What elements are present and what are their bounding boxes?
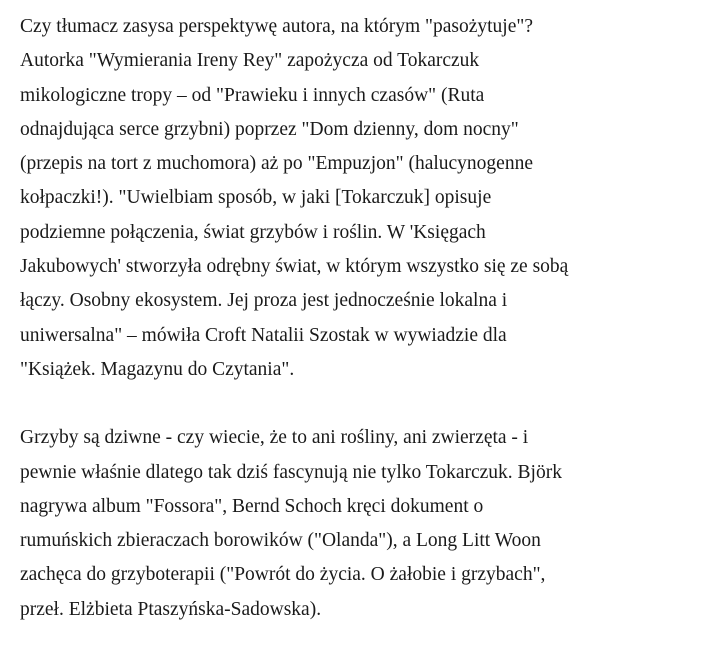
text-line: uniwersalna" – mówiła Croft Natalii Szostak w wywiadzie dla <box>20 324 507 346</box>
text-line: rumuńskich zbieraczach borowików ("Olanda"), a Long Litt Woon <box>20 530 541 552</box>
text-line: Czy tłumacz zasysa perspektywę autora, na którym "pasożytuje"? <box>20 16 533 37</box>
text-line: podziemne połączenia, świat grzybów i roślin. W 'Księgach <box>20 221 486 243</box>
text-line: odnajdująca serce grzybni) poprzez "Dom dzienny, dom nocny" <box>20 118 519 140</box>
text-line: nagrywa album "Fossora", Bernd Schoch kręci dokument o <box>20 495 484 517</box>
text-line: Autorka "Wymierania Ireny Rey" zapożycza od Tokarczuk <box>20 50 480 72</box>
paragraph-1 <box>20 10 700 387</box>
text-line: łączy. Osobny ekosystem. Jej proza jest jednocześnie lokalna i <box>20 290 508 312</box>
text-line: zachęca do grzyboterapii ("Powrót do życia. O żałobie i grzybach", <box>20 564 546 586</box>
text-line: kołpaczki!). "Uwielbiam sposób, w jaki [Tokarczuk] opisuje <box>20 187 492 209</box>
text-line: "Książek. Magazynu do Czytania". <box>20 358 295 380</box>
text-line: Grzyby są dziwne - czy wiecie, że to ani rośliny, ani zwierzęta - i <box>20 427 529 449</box>
paragraph-2 <box>20 421 700 627</box>
article-body <box>20 10 700 627</box>
text-line: (przepis na tort z muchomora) aż po "Empuzjon" (halucynogenne <box>20 153 533 175</box>
text-line: pewnie właśnie dlatego tak dziś fascynują nie tylko Tokarczuk. Björk <box>20 461 562 483</box>
text-line: mikologiczne tropy – od "Prawieku i innych czasów" (Ruta <box>20 84 485 106</box>
text-line: przeł. Elżbieta Ptaszyńska-Sadowska). <box>20 598 322 620</box>
text-line: Jakubowych' stworzyła odrębny świat, w którym wszystko się ze sobą <box>20 256 569 278</box>
